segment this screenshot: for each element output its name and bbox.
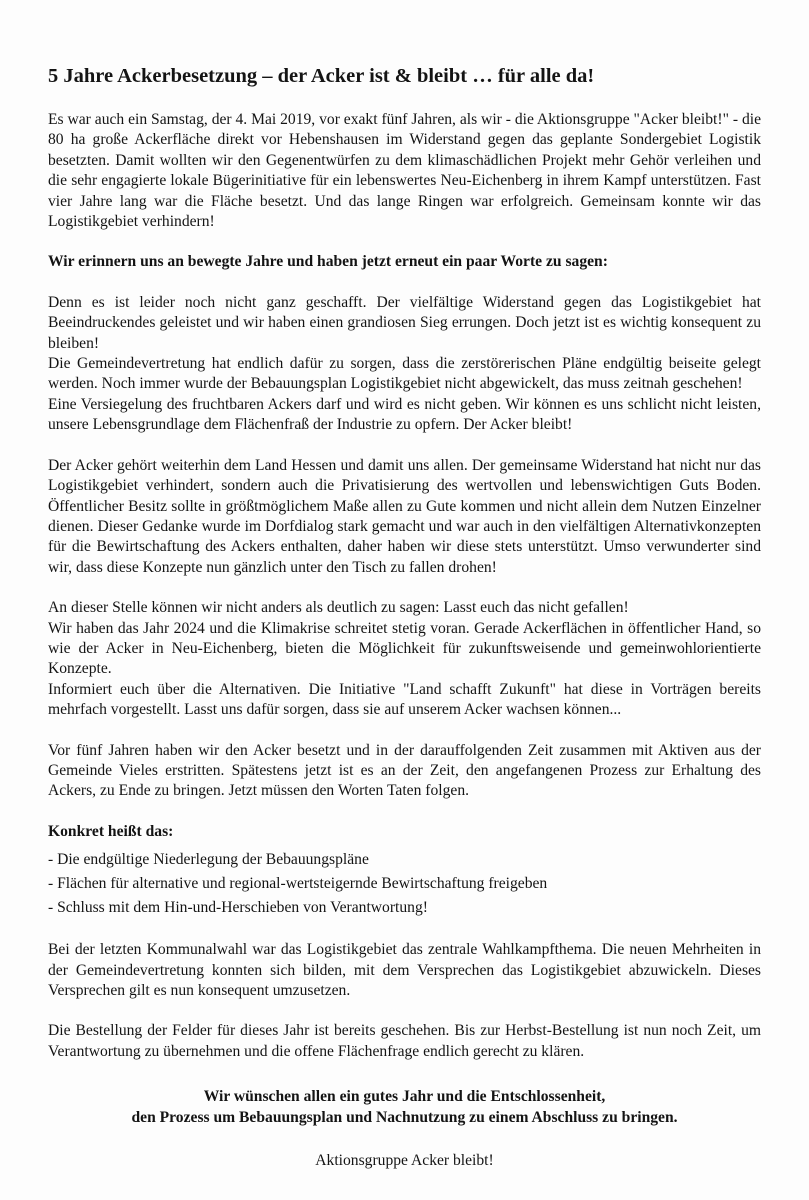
konkret-heading: Konkret heißt das:: [48, 822, 174, 840]
list-item: - Schluss mit dem Hin-und-Herschieben von Verantwortung!: [48, 899, 428, 917]
signature: Aktionsgruppe Acker bleibt!: [315, 1152, 494, 1170]
paragraph-block-6: Die Bestellung der Felder für dieses Jahr ist bereits geschehen. Bis zur Herbst-Bestellung ist nun noch Zeit, um Verantwortung zu übernehmen und die offene Flächenfrage endlich gerecht zu klären.: [48, 1022, 761, 1060]
paragraph-block-1: [48, 293, 761, 436]
paragraph-block-2: Der Acker gehört weiterhin dem Land Hessen und damit uns allen. Der gemeinsame Widerstand hat nicht nur das Logistikgebiet verhindert, sondern auch die Privatisierung des wertvollen und lebenswichtigen Guts Boden. Öffentlicher Besitz sollte in größtmöglichem Maße allen zu Gute kommen und nicht allein dem Nutzen Einzelner dienen. Dieser Gedanke wurde im Dorfdialog stark gemacht und war auch in den vielfältigen Alternativkonzepten für die Bewirtschaftung des Ackers enthalten, daher haben wir diese stets unterstützt. Umso verwunderter sind wir, dass diese Konzepte nun gänzlich unter den Tisch zu fallen drohen!: [48, 456, 761, 576]
list-item: - Flächen für alternative und regional-wertsteigernde Bewirtschaftung freigeben: [48, 875, 548, 893]
closing-statement: [48, 1086, 761, 1128]
paragraph-block-5: Bei der letzten Kommunalwahl war das Logistikgebiet das zentrale Wahlkampfthema. Die neuen Mehrheiten in der Gemeindevertretung konnten sich bilden, mit dem Versprechen das Logistikgebiet abzuwickeln. Dieses Versprechen gilt es nun konsequent umzusetzen.: [48, 941, 761, 999]
subheading: Wir erinnern uns an bewegte Jahre und haben jetzt erneut ein paar Worte zu sagen:: [48, 253, 608, 271]
closing-line: den Prozess um Bebauungsplan und Nachnutzung zu einem Abschluss zu bringen.: [131, 1109, 678, 1127]
paragraph: Wir haben das Jahr 2024 und die Klimakrise schreitet stetig voran. Gerade Ackerflächen in öffentlicher Hand, so wie der Acker in Neu-Eichenberg, bieten die Möglichkeit für zukunftsweisende und gemeinwohlorientierte Konzepte.: [48, 619, 761, 678]
intro-paragraph: Es war auch ein Samstag, der 4. Mai 2019, vor exakt fünf Jahren, als wir - die Aktionsgruppe "Acker bleibt!" - die 80 ha große Ackerfläche direkt vor Hebenshausen im Widerstand gegen das geplante Sondergebiet Logistik besetzten. Damit wollten wir den Gegenentwürfen zu dem klimaschädlichen Projekt mehr Gehör verleihen und die sehr engagierte lokale Bügerinitiative für ein lebenswertes Neu-Eichenberg in ihrem Kampf unterstützen. Fast vier Jahre lang war die Fläche besetzt. Und das lange Ringen war erfolgreich. Gemeinsam konnte wir das Logistikgebiet verhindern!: [48, 111, 761, 231]
paragraph: An dieser Stelle können wir nicht anders als deutlich zu sagen: Lasst euch das nicht gefallen!: [48, 599, 629, 617]
paragraph: Informiert euch über die Alternativen. Die Initiative "Land schafft Zukunft" hat diese in Vorträgen bereits mehrfach vorgestellt. Lasst uns dafür sorgen, dass sie auf unserem Acker wachsen können...: [48, 680, 761, 719]
demands-list: [48, 848, 761, 920]
paragraph: Denn es ist leider noch nicht ganz geschafft. Der vielfältige Widerstand gegen das Logistikgebiet hat Beeindruckendes geleistet und wir haben einen grandiosen Sieg errungen. Doch jetzt ist es wichtig konsequent zu bleiben!: [48, 293, 761, 352]
paragraph-block-4: Vor fünf Jahren haben wir den Acker besetzt und in der darauffolgenden Zeit zusammen mit Aktiven aus der Gemeinde Vieles erstritten. Spätestens jetzt ist es an der Zeit, den angefangenen Prozess zur Erhaltung des Ackers, zu Ende zu bringen. Jetzt müssen den Worten Taten folgen.: [48, 741, 761, 800]
paragraph-block-3: [48, 598, 761, 720]
paragraph: Eine Versiegelung des fruchtbaren Ackers darf und wird es nicht geben. Wir können es uns schlicht nicht leisten, unsere Lebensgrundlage dem Flächenfraß der Industrie zu opfern. Der Acker bleibt!: [48, 395, 761, 434]
list-item: - Die endgültige Niederlegung der Bebauungspläne: [48, 851, 369, 869]
paragraph: Die Gemeindevertretung hat endlich dafür zu sorgen, dass die zerstörerischen Pläne endgültig beiseite gelegt werden. Noch immer wurde der Bebauungsplan Logistikgebiet nicht abgewickelt, das muss zeitnah geschehen!: [48, 355, 761, 393]
document-title: 5 Jahre Ackerbesetzung – der Acker ist & bleibt … für alle da!: [48, 65, 595, 87]
closing-line: Wir wünschen allen ein gutes Jahr und die Entschlossenheit,: [203, 1088, 606, 1106]
